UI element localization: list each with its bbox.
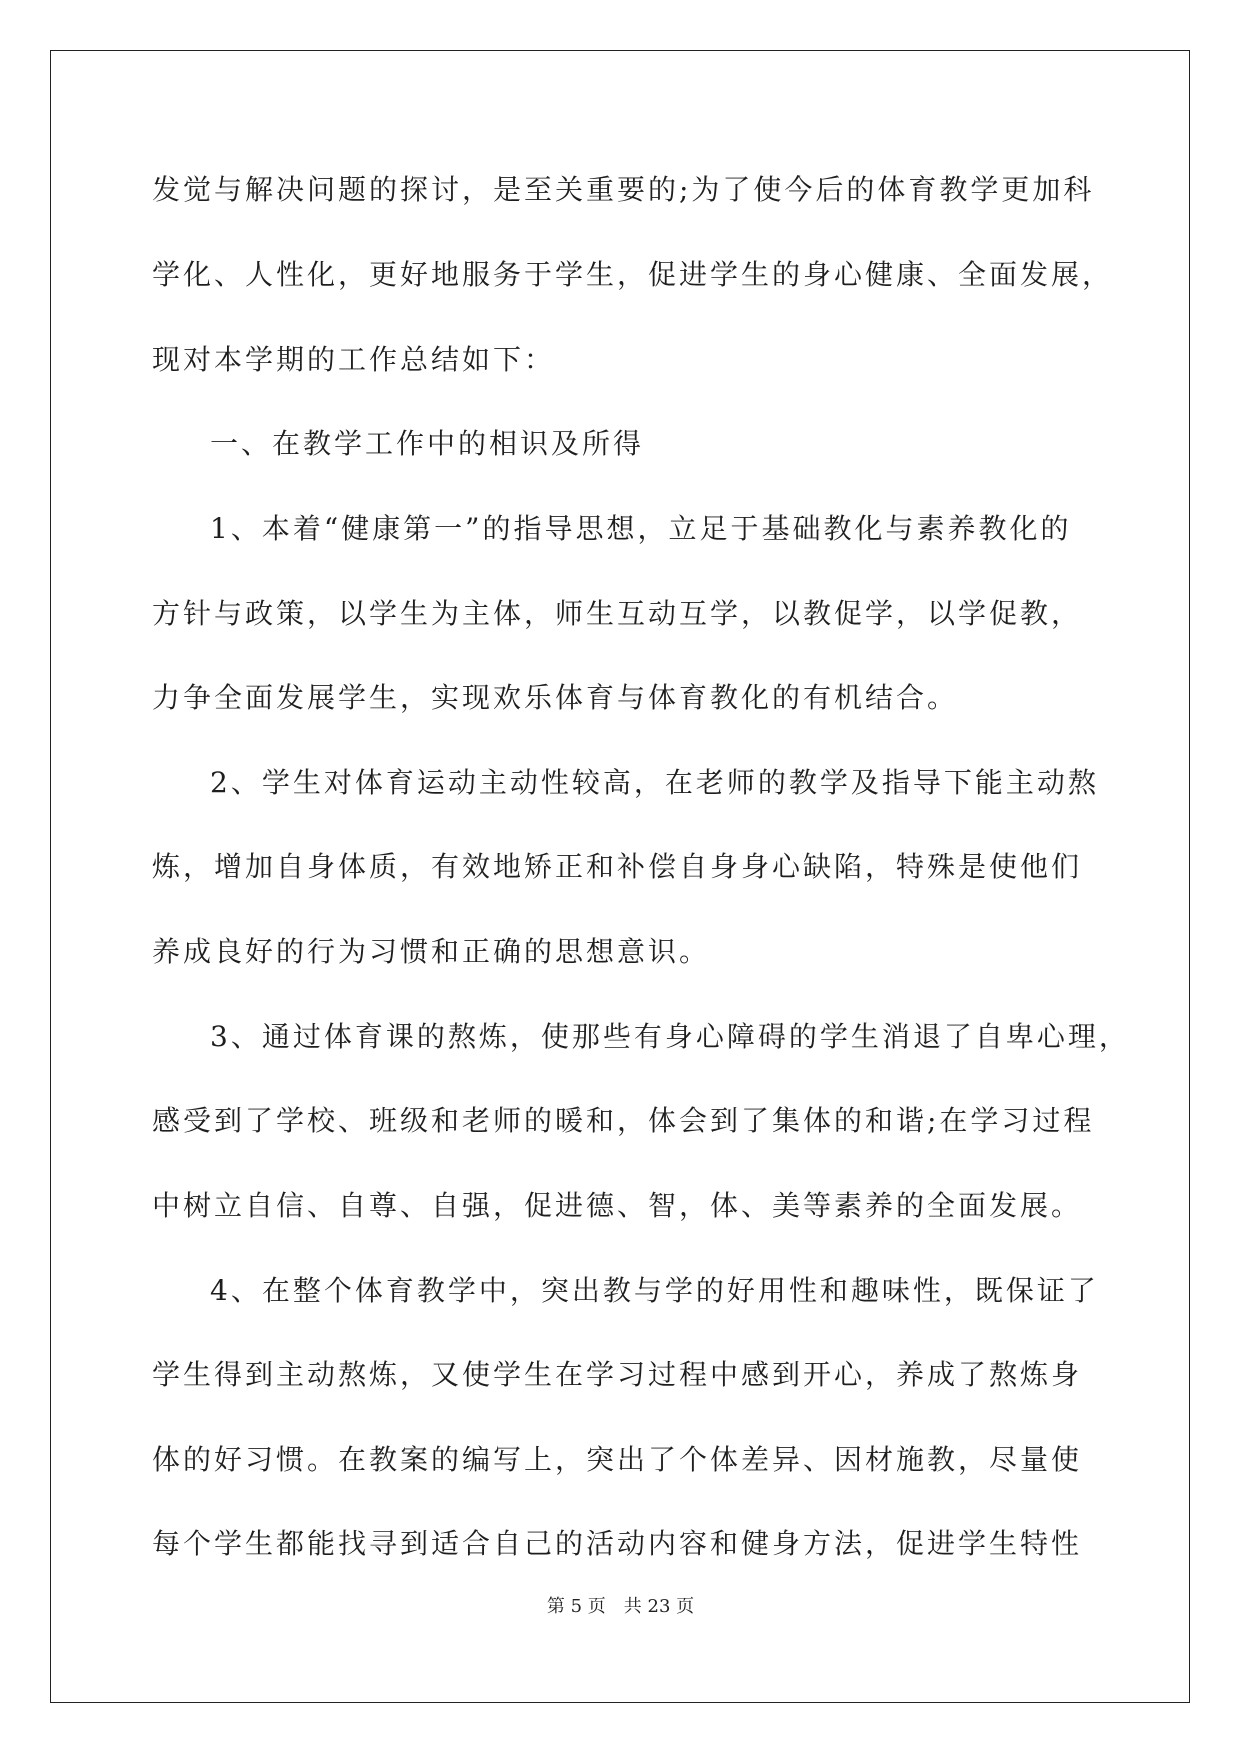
paragraph-line: 2、学生对体育运动主动性较高，在老师的教学及指导下能主动熬 (210, 766, 1099, 799)
page-number: 第 5 页 (546, 1596, 606, 1617)
paragraph-line: 现对本学期的工作总结如下： (152, 343, 556, 376)
paragraph-line: 4、在整个体育教学中，突出教与学的好用性和趣味性，既保证了 (210, 1274, 1099, 1307)
paragraph-line: 学化、人性化，更好地服务于学生，促进学生的身心健康、全面发展， (152, 258, 1114, 291)
paragraph-line: 每个学生都能找寻到适合自己的活动内容和健身方法，促进学生特性 (152, 1527, 1083, 1560)
section-heading: 一、在教学工作中的相识及所得 (210, 427, 645, 460)
paragraph-line: 中树立自信、自尊、自强，促进德、智，体、美等素养的全面发展。 (152, 1189, 1083, 1222)
paragraph-line: 炼，增加自身体质，有效地矫正和补偿自身身心缺陷，特殊是使他们 (152, 850, 1083, 883)
total-pages: 共 23 页 (623, 1596, 695, 1617)
paragraph-line: 方针与政策，以学生为主体，师生互动互学，以教促学，以学促教， (152, 597, 1083, 630)
paragraph-line: 学生得到主动熬炼，又使学生在学习过程中感到开心，养成了熬炼身 (152, 1358, 1083, 1391)
paragraph-line: 力争全面发展学生，实现欢乐体育与体育教化的有机结合。 (152, 681, 959, 714)
paragraph-line: 体的好习惯。在教案的编写上，突出了个体差异、因材施教，尽量使 (152, 1443, 1083, 1476)
paragraph-line: 感受到了学校、班级和老师的暖和，体会到了集体的和谐;在学习过程 (152, 1104, 1095, 1137)
paragraph-line: 养成良好的行为习惯和正确的思想意识。 (152, 935, 711, 968)
paragraph-line: 1、本着“健康第一”的指导思想，立足于基础教化与素养教化的 (210, 512, 1072, 545)
paragraph-line: 3、通过体育课的熬炼，使那些有身心障碍的学生消退了自卑心理， (210, 1020, 1130, 1053)
paragraph-line: 发觉与解决问题的探讨，是至关重要的;为了使今后的体育教学更加科 (152, 173, 1095, 206)
page-footer (0, 1592, 1241, 1618)
